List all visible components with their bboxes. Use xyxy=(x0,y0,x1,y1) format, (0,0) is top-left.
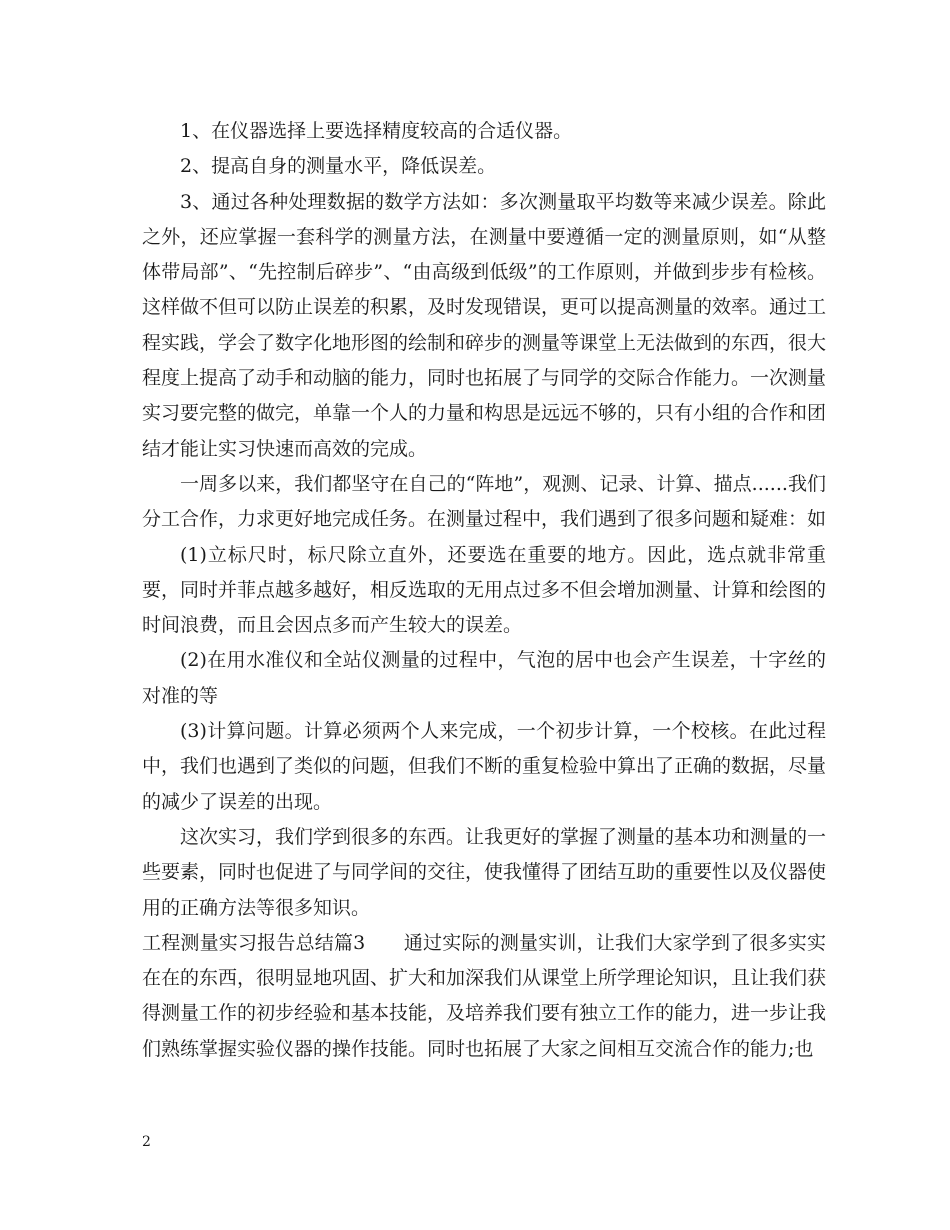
paragraph-problem-2: (2)在用水准仪和全站仪测量的过程中，气泡的居中也会产生误差，十字丝的对准的等 xyxy=(142,649,826,707)
document-body xyxy=(142,114,826,1067)
paragraph-problem-3: (3)计算问题。计算必须两个人来完成，一个初步计算，一个校核。在此过程中，我们也遇到了类似的问题，但我们不断的重复检验中算出了正确的数据，尽量的减少了误差的出现。 xyxy=(142,720,827,813)
paragraph-weekly-work: 一周多以来，我们都坚守在自己的“阵地”，观测、记录、计算、描点......我们分工合作，力求更好地完成任务。在测量过程中，我们遇到了很多问题和疑难：如 xyxy=(142,472,827,531)
paragraph-section-3: 工程测量实习报告总结篇3 通过实际的测量实训，让我们大家学到了很多实实在在的东西，很明显地巩固、扩大和加深我们从课堂上所学理论知识，且让我们获得测量工作的初步经验和基本技能，及培养我们要有独立工作的能力，进一步让我们熟练掌握实验仪器的操作技能。同时也拓展了大家之间相互交流合作的能力;也 xyxy=(142,931,827,1060)
paragraph-problem-1: (1)立标尺时，标尺除立直外，还要选在重要的地方。因此，选点就非常重要，同时并菲点越多越好，相反选取的无用点过多不但会增加测量、计算和绘图的时间浪费，而且会因点多而产生较大的误差。 xyxy=(142,543,827,637)
paragraph-item-1: 1、在仪器选择上要选择精度较高的合适仪器。 xyxy=(180,120,573,142)
paragraph-summary: 这次实习，我们学到很多的东西。让我更好的掌握了测量的基本功和测量的一些要素，同时也促进了与同学间的交往，使我懂得了团结互助的重要性以及仪器使用的正确方法等很多知识。 xyxy=(142,825,827,919)
paragraph-item-2: 2、提高自身的测量水平，降低误差。 xyxy=(180,155,497,178)
paragraph-item-3: 3、通过各种处理数据的数学方法如：多次测量取平均数等来减少误差。除此之外，还应掌握一套科学的测量方法，在测量中要遵循一定的测量原则，如“从整体带局部”、“先控制后碎步”、“由高级到低级”的工作原则，并做到步步有检核。这样做不但可以防止误差的积累，及时发现错误，更可以提高测量的效率。通过工程实践，学会了数字化地形图的绘制和碎步的测量等课堂上无法做到的东西，很大程度上提高了动手和动脑的能力，同时也拓展了与同学的交际合作能力。一次测量实习要完整的做完，单靠一个人的力量和构思是远远不够的，只有小组的合作和团结才能让实习快速而高效的完成。 xyxy=(142,190,827,460)
page-number: 2 xyxy=(142,1134,151,1150)
